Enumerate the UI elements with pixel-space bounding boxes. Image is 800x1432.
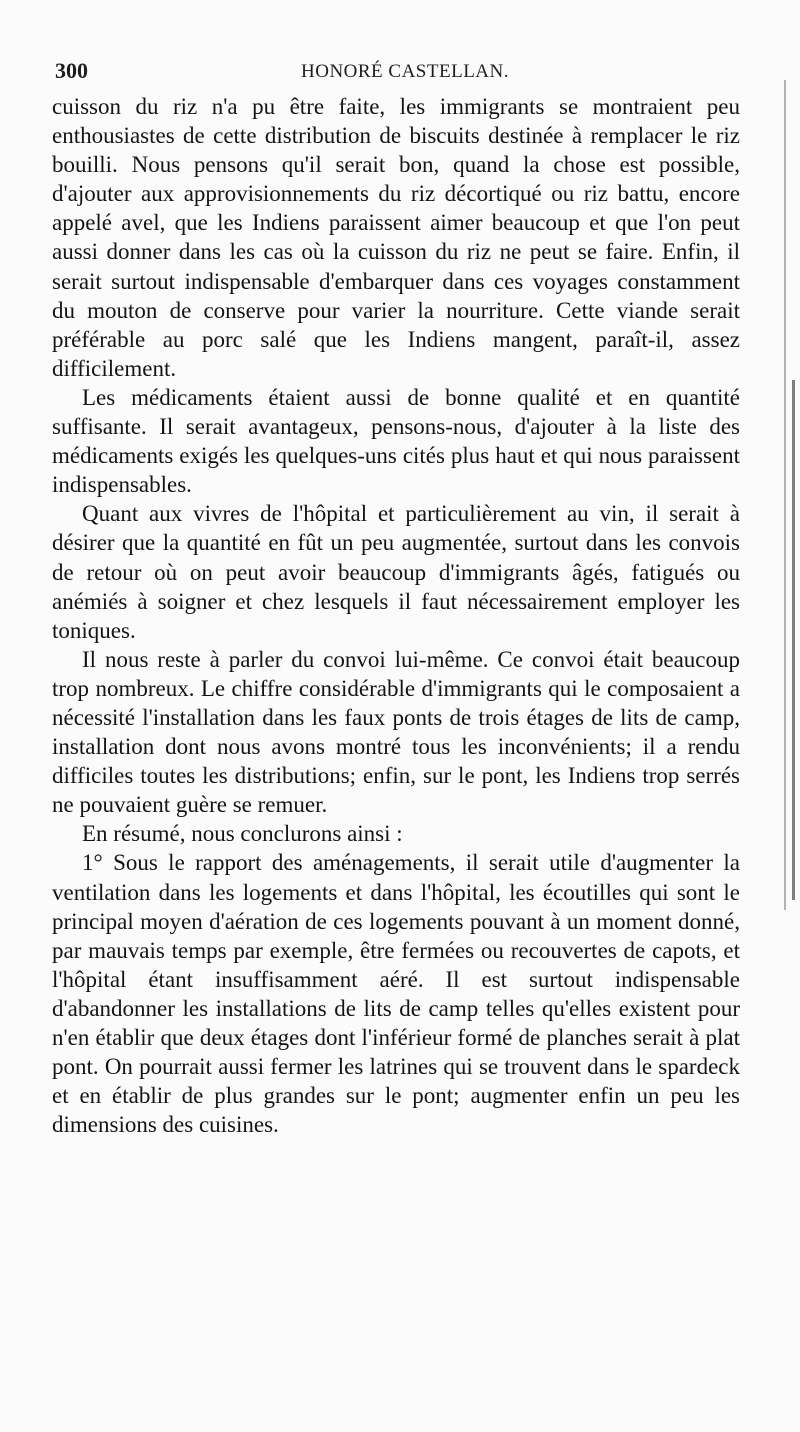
running-title: HONORÉ CASTELLAN.	[301, 61, 509, 82]
paragraph: 1° Sous le rapport des aménagements, il serait utile d'augmenter la ventilation dans les logements et dans l'hôpital, les écoutilles qui sont le principal moyen d'aération de ces logements pouvant à un moment donné, par mauvais temps par exemple, être fermées ou recouvertes de capots, et l'hôpital étant insuffisamment aéré. Il est surtout indispensable d'abandonner les installations de lits de camp telles qu'elles existent pour n'en établir que deux étages dont l'inférieur formé de planches serait à plat pont. On pourrait aussi fermer les latrines qui se trouvent dans le spardeck et en établir de plus grandes sur le pont; augmenter enfin un peu les dimensions des cuisines.	[52, 850, 740, 1138]
paragraph: Quant aux vivres de l'hôpital et particulièrement au vin, il serait à désirer que la quantité en fût un peu augmentée, surtout dans les convois de retour où on peut avoir beaucoup d'immigrants âgés, fatigués ou anémiés à soigner et chez lesquels il faut nécessairement employer les toniques.	[52, 501, 740, 643]
page-number: 300	[55, 58, 88, 83]
paragraph: cuisson du riz n'a pu être faite, les immigrants se montraient peu enthousiastes de cette distribution de biscuits destinée à remplacer le riz bouilli. Nous pensons qu'il serait bon, quand la chose est possible, d'ajouter aux approvisionnements du riz décortiqué ou riz battu, encore appelé avel, que les Indiens paraissent aimer beaucoup et que l'on peut aussi donner dans les cas où la cuisson du riz ne peut se faire. Enfin, il serait surtout indispensable d'embarquer dans ces voyages constamment du mouton de conserve pour varier la nourriture. Cette viande serait préférable au porc salé que les Indiens mangent, paraît-il, assez difficilement.	[52, 94, 740, 381]
paragraph: Les médicaments étaient aussi de bonne qualité et en quantité suffisante. Il serait avantageux, pensons-nous, d'ajouter à la liste des médicaments exigés les quelques-uns cités plus haut et qui nous paraissent indispensables.	[52, 384, 740, 498]
paragraph: Il nous reste à parler du convoi lui-même. Ce convoi était beaucoup trop nombreux. Le chiffre considérable d'immigrants qui le composaient a nécessité l'installation dans les faux ponts de trois étages de lits de camp, installation dont nous avons montré tous les inconvénients; il a rendu difficiles toutes les distributions; enfin, sur le pont, les Indiens trop serrés ne pouvaient guère se remuer.	[52, 646, 740, 818]
paragraph: En résumé, nous conclurons ainsi :	[82, 821, 403, 847]
page-edge-dark	[792, 380, 795, 900]
page-body	[52, 92, 740, 1139]
page-header	[55, 58, 755, 88]
page-edge-shadow	[784, 80, 798, 910]
